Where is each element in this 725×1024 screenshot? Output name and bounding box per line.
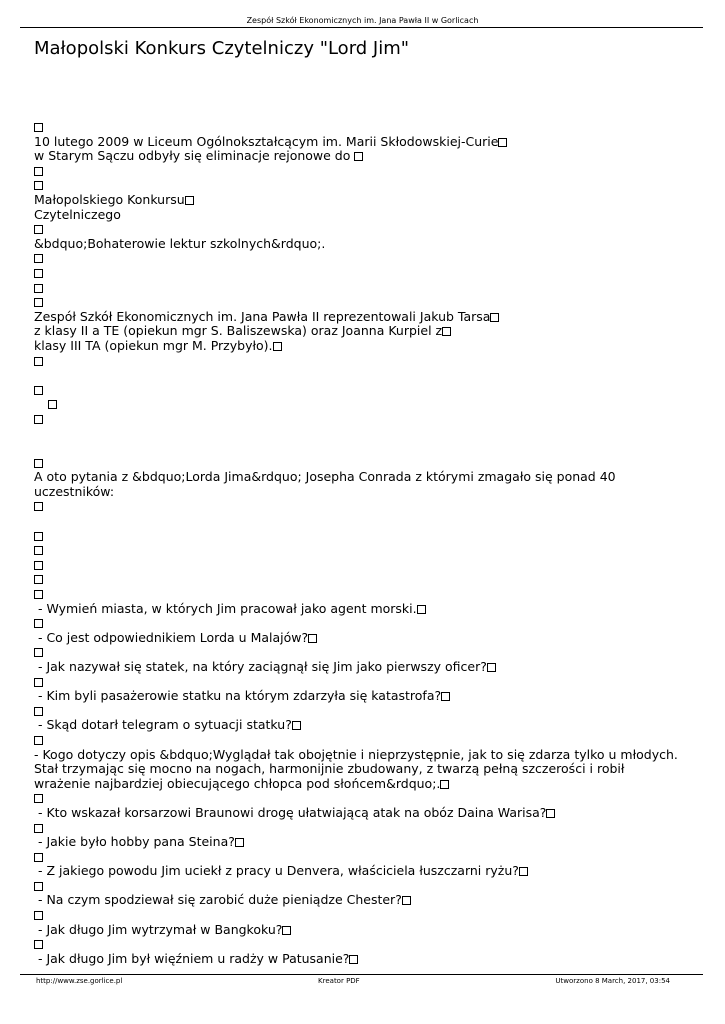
missing-glyph-icon <box>498 138 507 147</box>
intro-line-3: Małopolskiego Konkursu <box>34 191 185 207</box>
missing-glyph-icon <box>34 181 43 190</box>
missing-glyph-icon <box>546 809 555 818</box>
missing-glyph-icon <box>34 561 43 570</box>
missing-glyph-icon <box>34 678 43 687</box>
question-4: - Kim byli pasażerowie statku na którym zdarzyła się katastrofa? <box>34 688 442 704</box>
missing-glyph-icon <box>34 167 43 176</box>
intro-line-5: &bdquo;Bohaterowie lektur szkolnych&rdquo;. <box>34 235 326 251</box>
missing-glyph-icon <box>48 400 57 409</box>
intro-line-1: 10 lutego 2009 w Liceum Ogólnokształcącym im. Marii Skłodowskiej-Curie <box>34 133 499 149</box>
missing-glyph-icon <box>354 152 363 161</box>
question-11: - Jak długo Jim wytrzymał w Bangkoku? <box>34 921 283 937</box>
intro-line-7: z klasy II a TE (opiekun mgr S. Baliszewska) oraz Joanna Kurpiel z <box>34 323 443 339</box>
missing-glyph-icon <box>282 926 291 935</box>
missing-glyph-icon <box>34 853 43 862</box>
footer-url: http://www.zse.gorlice.pl <box>36 977 123 985</box>
missing-glyph-icon <box>34 707 43 716</box>
missing-glyph-icon <box>34 123 43 132</box>
missing-glyph-icon <box>235 838 244 847</box>
missing-glyph-icon <box>292 721 301 730</box>
question-10: - Na czym spodziewał się zarobić duże pieniądze Chester? <box>34 892 402 908</box>
question-12: - Jak długo Jim był więźniem u radży w Patusanie? <box>34 950 350 966</box>
missing-glyph-icon <box>34 459 43 468</box>
missing-glyph-icon <box>487 663 496 672</box>
missing-glyph-icon <box>34 386 43 395</box>
question-8: - Jakie było hobby pana Steina? <box>34 834 235 850</box>
missing-glyph-icon <box>34 546 43 555</box>
missing-glyph-icon <box>34 532 43 541</box>
missing-glyph-icon <box>34 284 43 293</box>
missing-glyph-icon <box>34 911 43 920</box>
missing-glyph-icon <box>34 269 43 278</box>
page-footer <box>36 977 670 985</box>
footer-created: Utworzono 8 March, 2017, 03:54 <box>555 977 670 985</box>
intro-line-4: Czytelniczego <box>34 206 121 222</box>
footer-divider <box>20 974 703 975</box>
page-title: Małopolski Konkurs Czytelniczy "Lord Jim" <box>34 38 410 59</box>
question-7: - Kto wskazał korsarzowi Braunowi drogę ułatwiającą atak na obóz Daina Warisa? <box>34 804 547 820</box>
missing-glyph-icon <box>308 634 317 643</box>
page-header: Zespół Szkół Ekonomicznych im. Jana Pawła II w Gorlicach <box>246 16 479 25</box>
missing-glyph-icon <box>440 780 449 789</box>
missing-glyph-icon <box>34 794 43 803</box>
question-5: - Skąd dotarł telegram o sytuacji statku? <box>34 717 292 733</box>
missing-glyph-icon <box>34 298 43 307</box>
missing-glyph-icon <box>402 896 411 905</box>
missing-glyph-icon <box>34 940 43 949</box>
missing-glyph-icon <box>34 590 43 599</box>
missing-glyph-icon <box>349 955 358 964</box>
question-2: - Co jest odpowiednikiem Lorda u Malajów? <box>34 629 309 645</box>
missing-glyph-icon <box>34 619 43 628</box>
question-9: - Z jakiego powodu Jim uciekł z pracy u Denvera, właściciela łuszczarni ryżu? <box>34 863 519 879</box>
missing-glyph-icon <box>34 502 43 511</box>
missing-glyph-icon <box>34 415 43 424</box>
missing-glyph-icon <box>519 867 528 876</box>
missing-glyph-icon <box>34 225 43 234</box>
intro-line-9: A oto pytania z &bdquo;Lorda Jima&rdquo; Josepha Conrada z którymi zmagało się ponad 40 uczestników: <box>34 469 616 499</box>
missing-glyph-icon <box>273 342 282 351</box>
missing-glyph-icon <box>34 882 43 891</box>
intro-line-2: w Starym Sączu odbyły się eliminacje rejonowe do <box>34 148 355 164</box>
intro-line-8: klasy III TA (opiekun mgr M. Przybyło). <box>34 337 273 353</box>
article-body <box>34 120 684 966</box>
question-3: - Jak nazywał się statek, na który zaciągnął się Jim jako pierwszy oficer? <box>34 658 487 674</box>
missing-glyph-icon <box>34 575 43 584</box>
missing-glyph-icon <box>34 648 43 657</box>
missing-glyph-icon <box>417 605 426 614</box>
missing-glyph-icon <box>34 736 43 745</box>
header-divider <box>20 27 703 28</box>
missing-glyph-icon <box>34 824 43 833</box>
missing-glyph-icon <box>442 327 451 336</box>
missing-glyph-icon <box>185 196 194 205</box>
intro-line-6: Zespół Szkół Ekonomicznych im. Jana Pawła II reprezentowali Jakub Tarsa <box>34 308 491 324</box>
question-1: - Wymień miasta, w których Jim pracował jako agent morski. <box>34 600 417 616</box>
missing-glyph-icon <box>34 254 43 263</box>
question-6: - Kogo dotyczy opis &bdquo;Wyglądał tak obojętnie i nieprzystępnie, jak to się zdarza tylko u młodych. Stał trzymając się mocno na nogach, harmonijnie zbudowany, z twarzą pełną szczerości i robił wrażenie najbardziej obiecującego chłopca pod słońcem&rdquo;. <box>34 746 678 791</box>
missing-glyph-icon <box>441 692 450 701</box>
missing-glyph-icon <box>490 313 499 322</box>
footer-creator: Kreator PDF <box>318 977 360 985</box>
missing-glyph-icon <box>34 357 43 366</box>
